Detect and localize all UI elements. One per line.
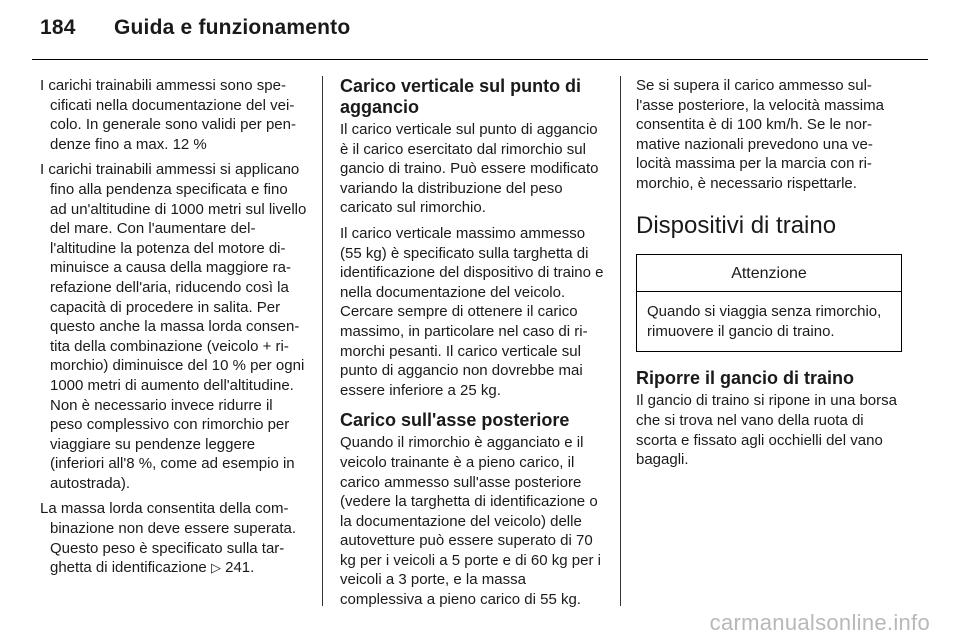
paragraph: Quando il rimorchio è agganciato e il veicolo trainante è a pieno carico, il carico ammesso sull'asse posteriore (vedere la targhetta di identificazione o la documentazione del veicolo) delle autovetture può essere superato di 70 kg per i veicoli a 5 porte e di 60 kg per i veicoli a 3 porte, e la massa complessiva a pieno carico di 55 kg. [340, 434, 601, 609]
paragraph: Il carico verticale sul punto di aggancio è il carico esercitato dal rimorchio sul gancio di traino. Può essere modificato variando la distribuzione del peso caricato sul rimorchio. [340, 121, 599, 217]
page-number: 184 [40, 16, 76, 39]
paragraph: I carichi trainabili ammessi si applicano fino alla pendenza specificata e fino ad un'altitudine di 1000 metri sul livello del mare. Con l'aumentare dell'altitudine la potenza del motore diminuisce a causa della maggiore rarefazione dell'aria, riducendo così la capacità di procedere in salita. Per questo anche la massa lorda consentita della combinazione (veicolo + rimorchio) diminuisce del 10 % per ogni 1000 metri di aumento dell'altitudine. Non è necessario invece ridurre il peso complessivo con rimorchio per viaggiare su pendenze leggere (inferiori all'8 %, come ad esempio in autostrada). [40, 161, 307, 492]
page-title: Guida e funzionamento [114, 16, 351, 39]
column-1 [40, 76, 308, 584]
paragraph [40, 499, 308, 577]
column-2 [340, 76, 608, 616]
page-header [40, 16, 350, 40]
paragraph-text: La massa lorda consentita della combinazione non deve essere superata. Questo peso è specificato sulla targhetta di identificazione [40, 500, 297, 577]
section-heading: Dispositivi di traino [636, 211, 837, 239]
watermark: carmanualsonline.info [709, 610, 930, 635]
subsection-heading: Carico verticale sul punto di aggancio [340, 76, 582, 117]
column-divider [620, 76, 621, 606]
callout-body: Quando si viaggia senza rimorchio, rimuovere il gancio di traino. [647, 303, 882, 340]
column-divider [322, 76, 323, 606]
paragraph: Se si supera il carico ammesso sull'asse posteriore, la velocità massima consentita è di 100 km/h. Se le normative nazionali prevedono una velocità massima per la marcia con rimorchio, è necessario rispettarle. [636, 77, 884, 192]
paragraph: I carichi trainabili ammessi sono specificati nella documentazione del veicolo. In generale sono validi per pendenze fino a max. 12 % [40, 77, 296, 153]
paragraph: Il carico verticale massimo ammesso (55 kg) è specificato sulla targhetta di identificazione del dispositivo di traino e nella documentazione del veicolo. Cercare sempre di ottenere il carico massimo, in particolare nel caso di rimorchi pesanti. Il carico verticale sul punto di aggancio non dovrebbe mai essere inferiore a 25 kg. [340, 224, 604, 399]
warning-callout [636, 254, 902, 353]
page-reference[interactable]: 241. [225, 559, 255, 577]
column-3 [636, 76, 902, 476]
subsection-heading: Riporre il gancio di traino [636, 368, 855, 389]
paragraph: Il gancio di traino si ripone in una borsa che si trova nel vano della ruota di scorta e fissato agli occhielli del vano bagagli. [636, 392, 897, 469]
header-rule [32, 59, 928, 60]
subsection-heading: Carico sull'asse posteriore [340, 410, 570, 431]
arrow-ref-icon: ▷ [210, 560, 221, 576]
callout-title: Attenzione [637, 255, 901, 293]
